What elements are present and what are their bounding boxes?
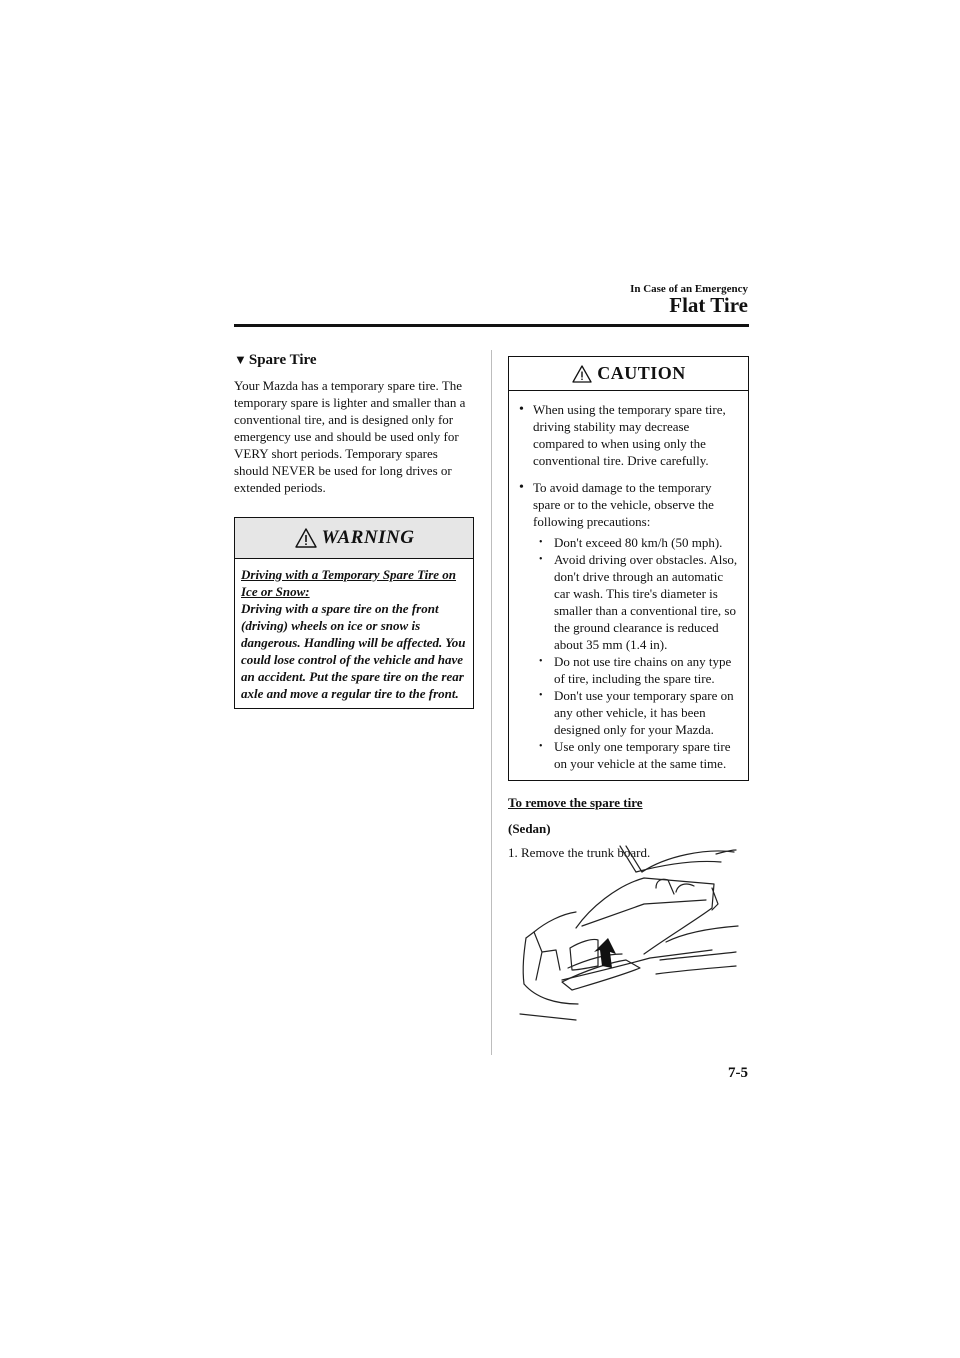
warning-body <box>235 559 473 708</box>
precaution-item: • Don't exceed 80 km/h (50 mph). <box>537 534 740 551</box>
precaution-item: • Don't use your temporary spare on any other vehicle, it has been designed only for your Mazda. <box>537 687 740 738</box>
section-name: In Case of an Emergency <box>630 283 748 295</box>
trunk-illustration <box>516 842 742 1028</box>
caution-body <box>509 391 748 780</box>
caution-header <box>509 357 748 391</box>
caution-bullet-2-text: To avoid damage to the temporary spare or to the vehicle, observe the following precautions: <box>533 480 714 529</box>
page-number: 7-5 <box>728 1065 748 1081</box>
right-column <box>508 356 749 861</box>
caution-bullet-2 <box>519 479 740 772</box>
caution-title: CAUTION <box>597 363 686 383</box>
caution-bullet-1: • When using the temporary spare tire, driving stability may decrease compared to when using only the conventional tire. Drive carefully. <box>519 401 740 469</box>
precaution-item: • Use only one temporary spare tire on your vehicle at the same time. <box>537 738 740 772</box>
intro-paragraph: Your Mazda has a temporary spare tire. The temporary spare is lighter and smaller than a conventional tire, and is designed only for emergency use and should be used only for VERY short periods. Temporary spares should NEVER be used for long drives or extended periods. <box>234 378 466 495</box>
precaution-item: • Do not use tire chains on any type of tire, including the spare tire. <box>537 653 740 687</box>
precautions-list <box>537 534 740 772</box>
page-heading: Flat Tire <box>669 293 748 317</box>
step-1: 1. Remove the trunk board. <box>508 845 651 860</box>
subheading <box>234 352 474 369</box>
warning-header <box>235 518 473 559</box>
caution-triangle-icon <box>571 364 593 384</box>
caution-box <box>508 356 749 781</box>
warning-box <box>234 517 474 709</box>
warning-subtitle: Driving with a Temporary Spare Tire on Ice or Snow: <box>241 567 457 599</box>
warning-title: WARNING <box>321 527 415 548</box>
header-rule <box>234 324 749 327</box>
subheading-text: Spare Tire <box>248 352 317 368</box>
procedure-title: To remove the spare tire <box>508 795 643 810</box>
down-triangle-icon: ▼ <box>234 352 247 367</box>
warning-text: Driving with a spare tire on the front (driving) wheels on ice or snow is dangerous. Handling will be affected. You could lose control of the vehicle and have an accident. Put the spare tire on the rear axle and move a regular tire to the front. <box>241 601 466 701</box>
warning-triangle-icon <box>294 527 318 549</box>
precaution-item: • Avoid driving over obstacles. Also, don't drive through an automatic car wash. This tire's diameter is smaller than a conventional tire, so the ground clearance is reduced about 35 mm (1.4 in). <box>537 551 740 653</box>
left-column <box>234 352 474 709</box>
procedure-subtitle: (Sedan) <box>508 821 551 836</box>
column-divider <box>491 350 492 1055</box>
